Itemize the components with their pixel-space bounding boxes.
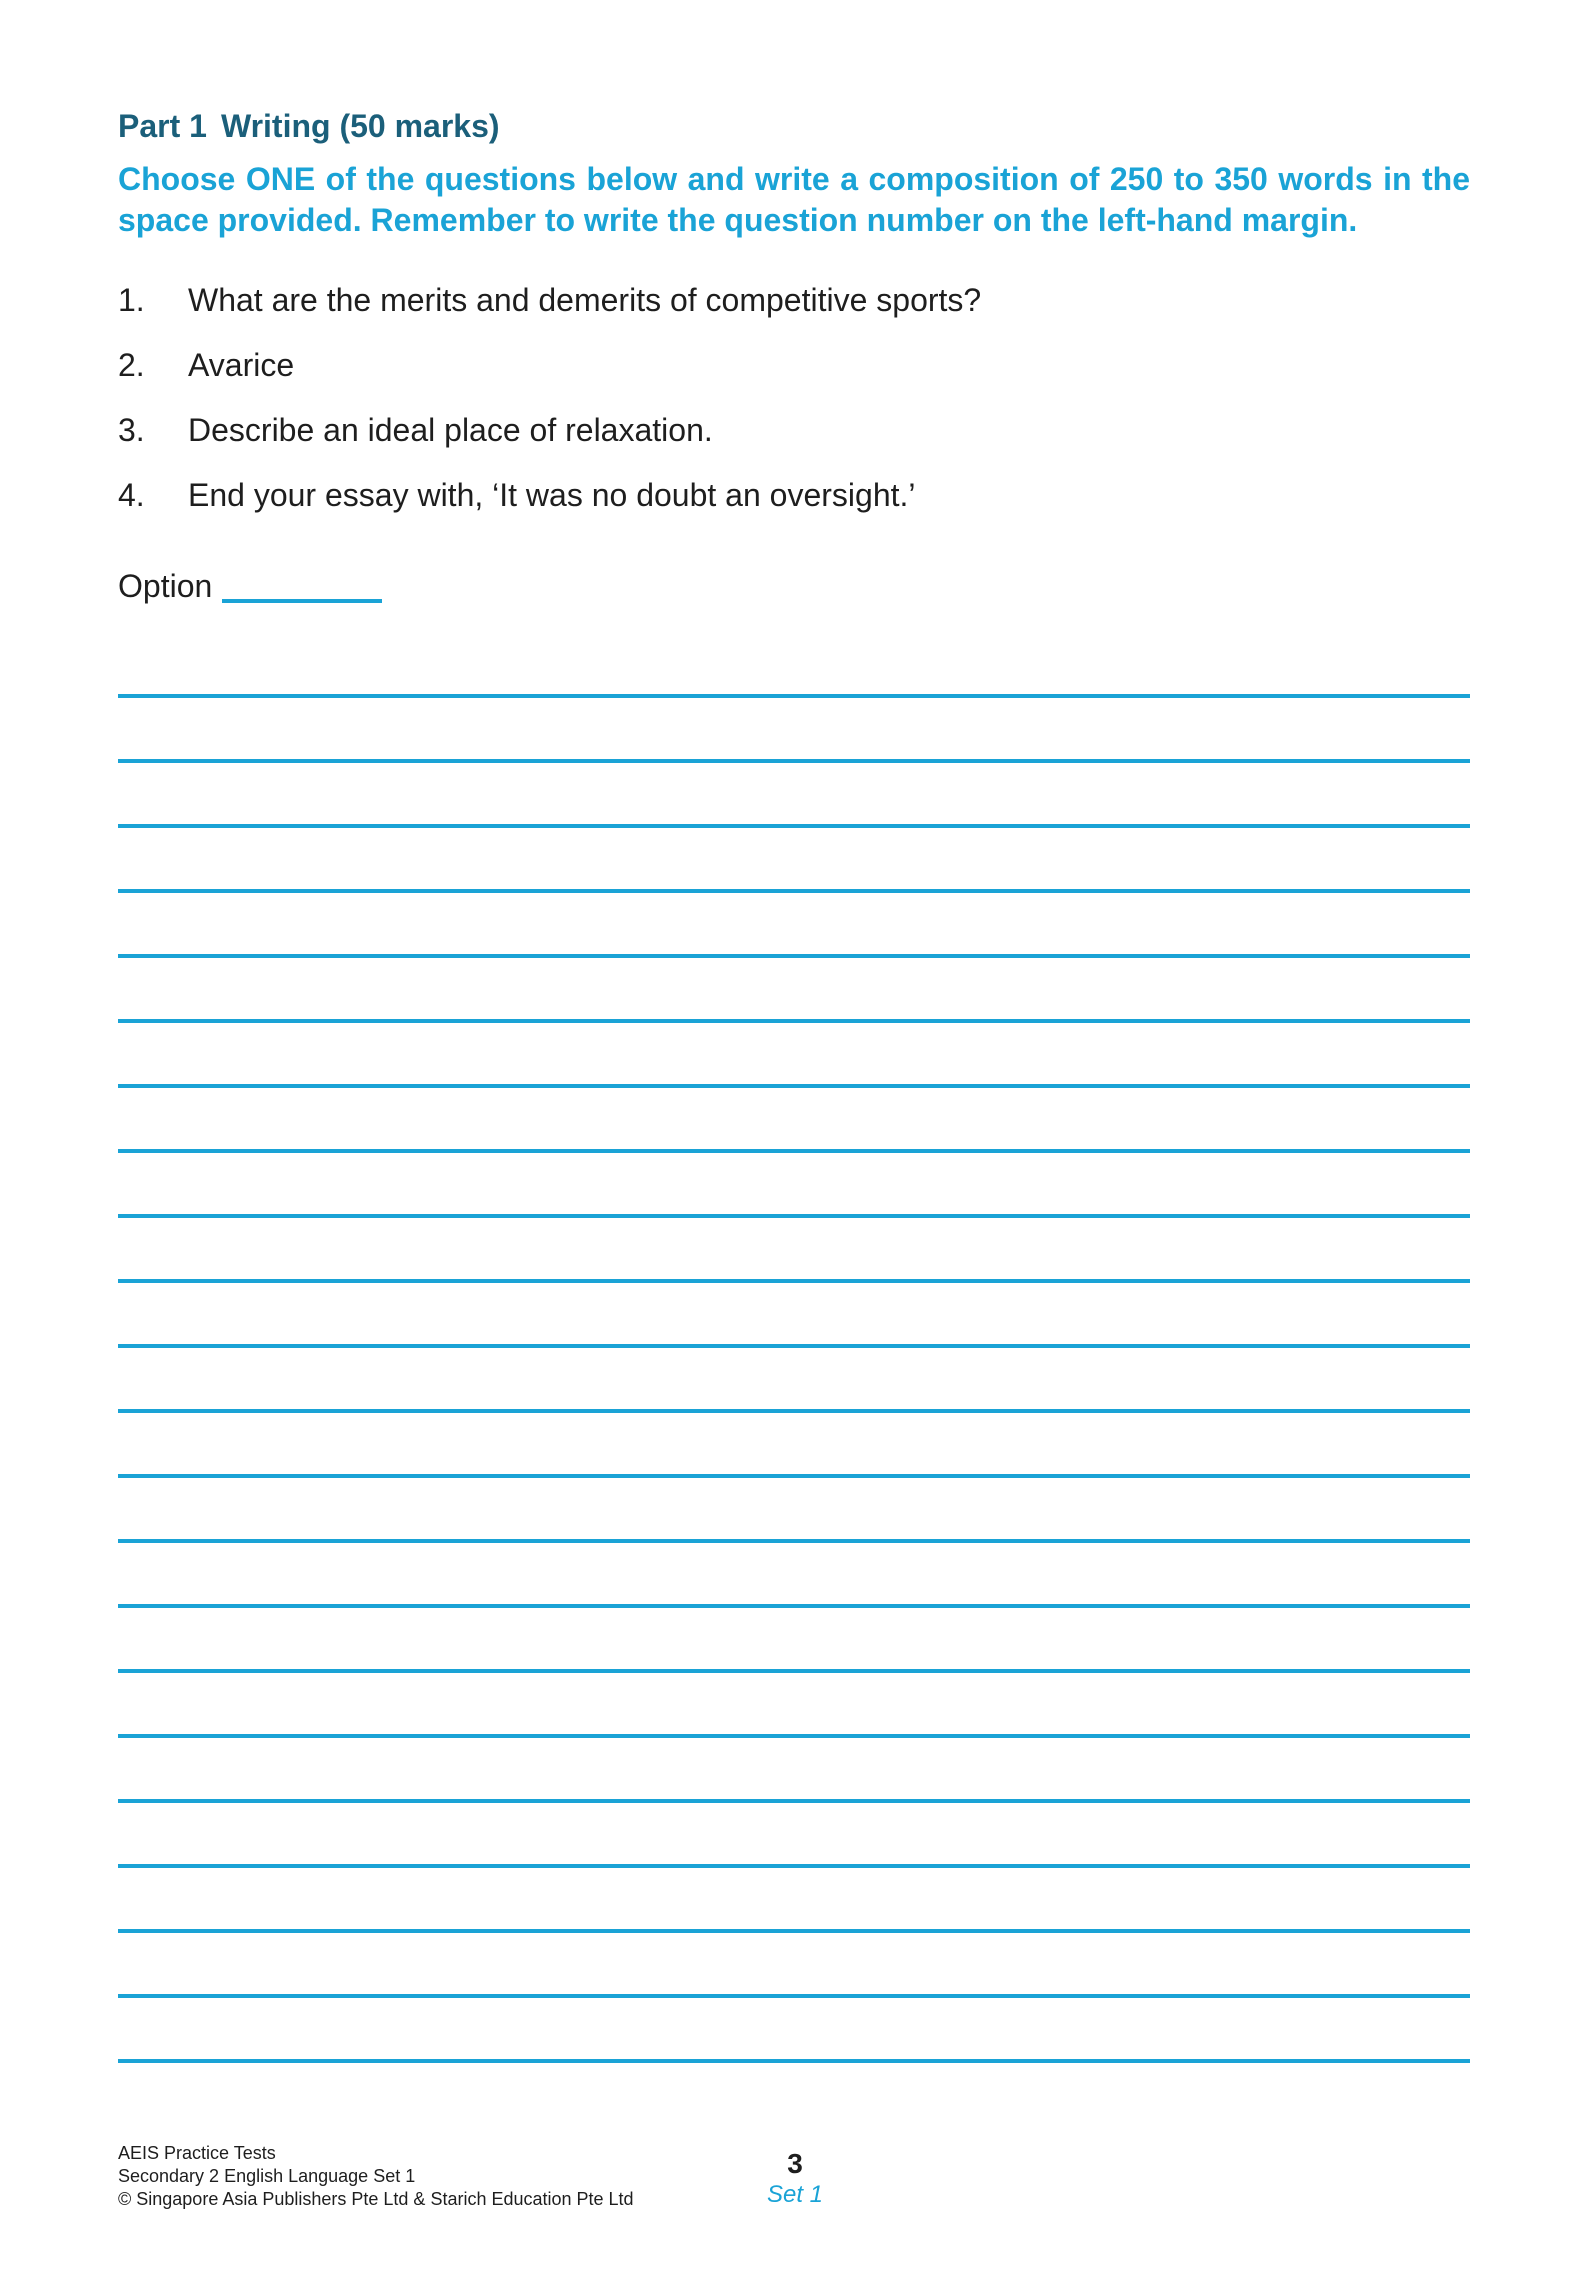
question-text: Describe an ideal place of relaxation. — [188, 412, 713, 448]
question-list — [118, 279, 1470, 539]
question-number: 1. — [118, 282, 145, 318]
writing-line — [118, 1344, 1470, 1348]
writing-line — [118, 889, 1470, 893]
question-text: What are the merits and demerits of competitive sports? — [188, 282, 982, 318]
option-row — [118, 565, 382, 607]
part-title: Writing (50 marks) — [220, 108, 500, 144]
writing-line — [118, 824, 1470, 828]
writing-line — [118, 954, 1470, 958]
question-item — [118, 474, 1470, 539]
footer-copyright: © Singapore Asia Publishers Pte Ltd & Starich Education Pte Ltd — [118, 2189, 634, 2209]
question-number: 2. — [118, 347, 145, 383]
page-heading — [118, 108, 500, 145]
question-text: Avarice — [188, 347, 295, 383]
footer-line: Secondary 2 English Language Set 1 — [118, 2166, 416, 2186]
writing-line — [118, 1799, 1470, 1803]
part-number: Part 1 — [118, 108, 207, 144]
writing-area[interactable] — [118, 694, 1470, 2064]
writing-line — [118, 2059, 1470, 2063]
writing-line — [118, 1149, 1470, 1153]
writing-line — [118, 759, 1470, 763]
footer-line: AEIS Practice Tests — [118, 2143, 276, 2163]
writing-line — [118, 1929, 1470, 1933]
question-item — [118, 409, 1470, 474]
writing-line — [118, 1279, 1470, 1283]
writing-line — [118, 1864, 1470, 1868]
writing-line — [118, 1604, 1470, 1608]
writing-line — [118, 1019, 1470, 1023]
writing-line — [118, 1994, 1470, 1998]
question-number: 3. — [118, 412, 145, 448]
writing-line — [118, 1474, 1470, 1478]
page-marker — [745, 2148, 845, 2210]
writing-line — [118, 1734, 1470, 1738]
instructions: Choose ONE of the questions below and write a composition of 250 to 350 words in the space provided. Remember to write the question number on the left-hand margin. — [118, 161, 1470, 238]
question-text: End your essay with, ‘It was no doubt an oversight.’ — [188, 477, 916, 513]
option-blank-field[interactable] — [222, 599, 382, 603]
question-number: 4. — [118, 477, 145, 513]
writing-line — [118, 694, 1470, 698]
writing-line — [118, 1214, 1470, 1218]
footer-info — [118, 2142, 634, 2211]
writing-line — [118, 1669, 1470, 1673]
question-item — [118, 344, 1470, 409]
writing-line — [118, 1409, 1470, 1413]
page-number: 3 — [787, 2148, 803, 2179]
question-item — [118, 279, 1470, 344]
set-label: Set 1 — [766, 2181, 824, 2208]
writing-line — [118, 1084, 1470, 1088]
option-label: Option — [118, 568, 213, 604]
writing-line — [118, 1539, 1470, 1543]
